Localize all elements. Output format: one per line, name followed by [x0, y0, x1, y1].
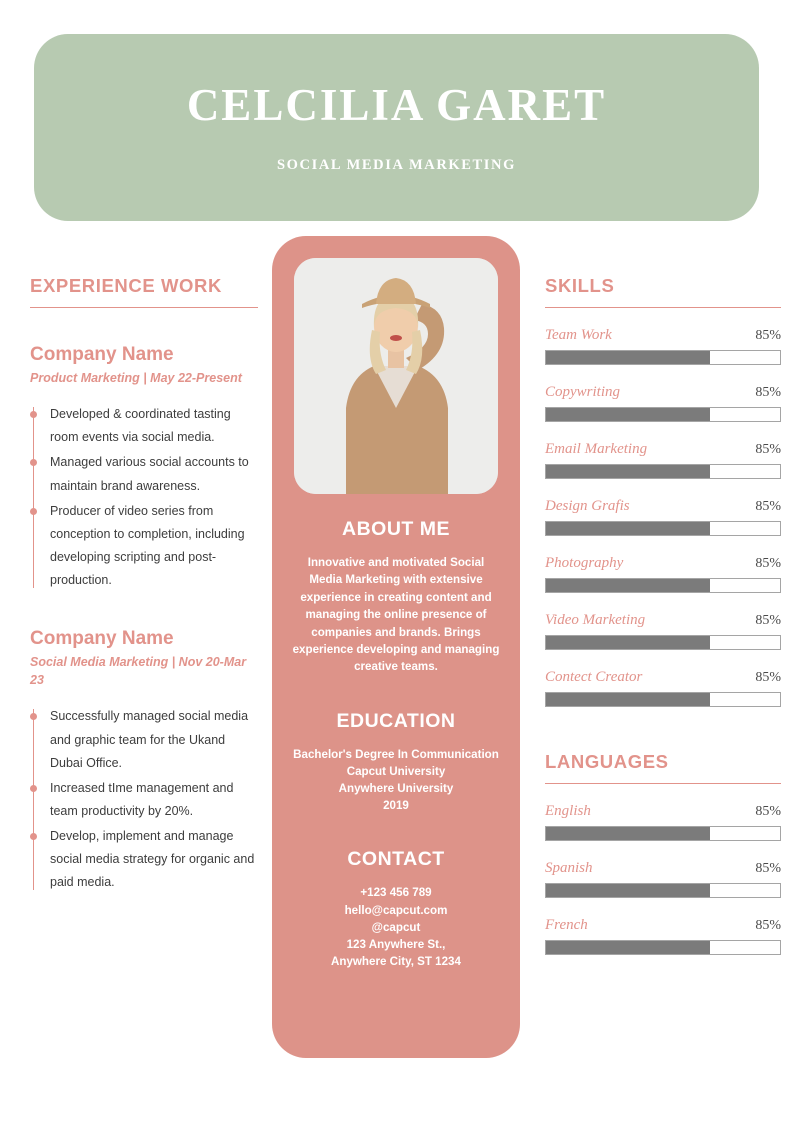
languages-divider: [545, 783, 781, 784]
education-lines: [290, 746, 502, 815]
skill-percent: 85%: [755, 328, 781, 343]
header-banner: [34, 34, 759, 221]
skill-bar: [545, 407, 781, 422]
skill-label: Photography: [545, 555, 624, 571]
skill-percent: 85%: [755, 556, 781, 571]
job-meta: Product Marketing | May 22-Present: [30, 371, 242, 385]
skill-item: [545, 441, 781, 479]
skill-bar: [545, 692, 781, 707]
list-item: [50, 500, 258, 593]
list-item: [50, 705, 258, 774]
job-bullets: [30, 403, 258, 592]
profile-panel: [272, 236, 520, 1058]
skill-percent: 85%: [755, 499, 781, 514]
language-label: English: [545, 803, 591, 819]
header-subtitle: SOCIAL MEDIA MARKETING: [276, 156, 517, 173]
language-percent: 85%: [755, 804, 781, 819]
skill-bar-fill: [546, 465, 710, 478]
skill-bar-fill: [546, 351, 710, 364]
language-percent: 85%: [755, 918, 781, 933]
list-item: [50, 403, 258, 449]
skill-label: Email Marketing: [545, 441, 648, 457]
skill-item: [545, 498, 781, 536]
education-line: Capcut University: [346, 764, 446, 778]
skill-item: [545, 612, 781, 650]
language-label: French: [545, 917, 588, 933]
page-title: CELCILIA GARET: [186, 80, 607, 131]
education-title: EDUCATION: [336, 709, 456, 732]
skill-percent: 85%: [755, 442, 781, 457]
skill-percent: 85%: [755, 385, 781, 400]
about-me-title: ABOUT ME: [342, 518, 450, 540]
list-item: [50, 777, 258, 823]
skill-bar: [545, 350, 781, 365]
skill-bar: [545, 635, 781, 650]
language-bar-fill: [546, 827, 710, 840]
bullet-dot-icon: [30, 411, 37, 418]
languages-title: LANGUAGES: [545, 751, 669, 772]
experience-item: [30, 344, 258, 592]
language-bar: [545, 883, 781, 898]
language-bar: [545, 826, 781, 841]
list-item-text: Producer of video series from conception to completion, including developing scripting and post-production.: [50, 503, 245, 587]
job-bullets: [30, 705, 258, 894]
portrait-photo-icon: [294, 258, 498, 494]
skill-label: Team Work: [545, 327, 612, 343]
education-line: 2019: [383, 799, 409, 813]
language-label: Spanish: [545, 860, 593, 876]
skills-title: SKILLS: [545, 275, 615, 296]
contact-lines: [290, 884, 502, 970]
contact-address-line-2: Anywhere City, ST 1234: [331, 954, 461, 968]
experience-divider: [30, 307, 258, 308]
experience-title: EXPERIENCE WORK: [30, 275, 222, 296]
bullets-timeline: [33, 709, 34, 890]
contact-address-line-1: 123 Anywhere St.,: [346, 937, 446, 951]
language-percent: 85%: [755, 861, 781, 876]
skill-percent: 85%: [755, 613, 781, 628]
skill-item: [545, 384, 781, 422]
experience-section: [30, 275, 258, 896]
company-name: Company Name: [30, 628, 174, 650]
company-name: Company Name: [30, 344, 174, 365]
skill-label: Copywriting: [545, 384, 621, 400]
bullet-dot-icon: [30, 508, 37, 515]
skill-label: Design Grafis: [545, 498, 630, 514]
bullet-dot-icon: [30, 833, 37, 840]
experience-item: [30, 628, 258, 894]
about-me-text: Innovative and motivated Social Media Marketing with extensive experience in creating content and managing the online presence of companies and brands. Brings experience developing and managing creative teams.: [292, 556, 500, 674]
skill-item: [545, 327, 781, 365]
skill-bar-fill: [546, 522, 710, 535]
skill-item: [545, 555, 781, 593]
language-bar: [545, 940, 781, 955]
list-item-text: Managed various social accounts to maintain brand awareness.: [50, 455, 249, 493]
contact-title: CONTACT: [347, 848, 445, 871]
list-item: [50, 825, 258, 894]
list-item: [50, 451, 258, 497]
contact-email[interactable]: hello@capcut.com: [344, 903, 448, 917]
skills-divider: [545, 307, 781, 308]
education-line: Bachelor's Degree In Communication: [293, 747, 499, 761]
skill-percent: 85%: [755, 670, 781, 685]
bullet-dot-icon: [30, 785, 37, 792]
bullet-dot-icon: [30, 713, 37, 720]
language-bar-fill: [546, 941, 710, 954]
skill-bar-fill: [546, 408, 710, 421]
job-meta: Social Media Marketing | Nov 20-Mar 23: [30, 655, 247, 688]
list-item-text: Successfully managed social media and graphic team for the Ukand Dubai Office.: [50, 709, 249, 770]
avatar: [294, 258, 498, 494]
skill-bar-fill: [546, 636, 710, 649]
language-item: [545, 917, 781, 955]
skill-item: [545, 669, 781, 707]
skill-bar-fill: [546, 579, 710, 592]
list-item-text: Develop, implement and manage social media strategy for organic and paid media.: [50, 829, 255, 890]
skill-label: Video Marketing: [545, 612, 646, 628]
language-item: [545, 860, 781, 898]
list-item-text: Increased tIme management and team productivity by 20%.: [50, 780, 234, 818]
education-section: [290, 710, 502, 815]
education-line: Anywhere University: [338, 782, 454, 796]
skill-bar: [545, 464, 781, 479]
contact-phone: +123 456 789: [360, 886, 432, 900]
bullets-timeline: [33, 407, 34, 588]
bullet-dot-icon: [30, 459, 37, 466]
skill-label: Contect Creator: [545, 669, 643, 685]
contact-social[interactable]: @capcut: [371, 920, 421, 934]
skill-bar: [545, 578, 781, 593]
skill-bar: [545, 521, 781, 536]
contact-section: [290, 848, 502, 970]
languages-section: [545, 751, 781, 955]
language-item: [545, 803, 781, 841]
skill-bar-fill: [546, 693, 710, 706]
language-bar-fill: [546, 884, 710, 897]
skills-section: [545, 275, 781, 955]
list-item-text: Developed & coordinated tasting room events via social media.: [50, 407, 231, 445]
